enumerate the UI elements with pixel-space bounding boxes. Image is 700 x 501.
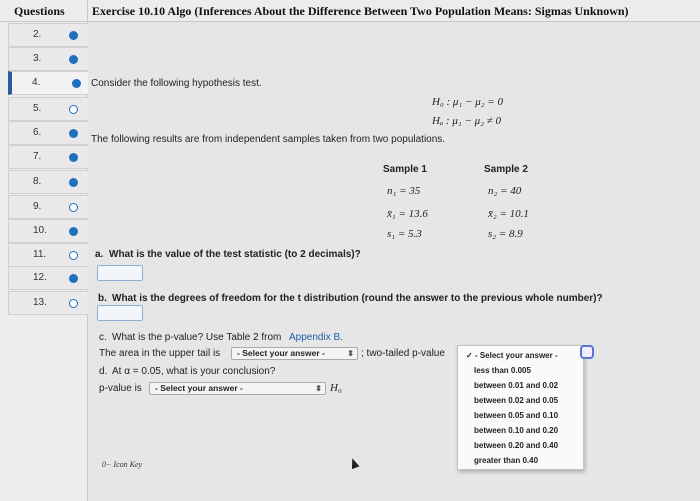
dropdown-option[interactable]: between 0.01 and 0.02 bbox=[474, 381, 559, 390]
icon-key-label: Icon Key bbox=[113, 460, 143, 469]
answered-dot-icon bbox=[69, 129, 78, 138]
dropdown-option[interactable]: between 0.05 and 0.10 bbox=[474, 411, 559, 420]
part-d-label: d. bbox=[99, 366, 108, 377]
sidebar-question-item[interactable] bbox=[8, 145, 88, 169]
two-tailed-dropdown[interactable] bbox=[457, 345, 584, 470]
question-number: 12. bbox=[33, 272, 47, 283]
part-a-label: a. bbox=[95, 249, 104, 260]
answered-dot-icon bbox=[69, 31, 78, 40]
question-number: 4. bbox=[32, 77, 41, 88]
sample1-n: n₁ = 35 bbox=[387, 185, 421, 197]
exercise-title: Exercise 10.10 Algo (Inferences About the Difference Between Two Population Means: Sigmas Unknown) bbox=[88, 0, 700, 22]
two-tailed-label: ; two-tailed p-value bbox=[361, 348, 445, 359]
sidebar-question-item[interactable] bbox=[8, 71, 88, 95]
unanswered-dot-icon bbox=[69, 105, 78, 114]
results-text: The following results are from independent samples taken from two populations. bbox=[91, 134, 446, 145]
sample1-title: Sample 1 bbox=[383, 164, 427, 175]
unanswered-dot-icon bbox=[69, 299, 78, 308]
dropdown-option[interactable]: between 0.02 and 0.05 bbox=[474, 396, 559, 405]
question-number: 3. bbox=[33, 53, 42, 64]
answered-dot-icon bbox=[69, 274, 78, 283]
dropdown-option-selected[interactable]: ✓ - Select your answer - bbox=[466, 351, 558, 360]
question-sidebar bbox=[0, 0, 88, 501]
question-number: 11. bbox=[33, 249, 47, 260]
question-panel bbox=[89, 23, 700, 501]
sample2-n: n₂ = 40 bbox=[488, 185, 522, 197]
key-icon: 0− bbox=[102, 460, 112, 469]
dropdown-option[interactable]: between 0.10 and 0.20 bbox=[474, 426, 559, 435]
sample2-title: Sample 2 bbox=[484, 164, 528, 175]
alt-hypothesis: Hₐ : μ₁ − μ₂ ≠ 0 bbox=[432, 115, 501, 127]
question-number: 2. bbox=[33, 29, 42, 40]
sidebar-question-item[interactable] bbox=[8, 121, 88, 145]
sidebar-title: Questions bbox=[0, 0, 88, 22]
sidebar-question-item[interactable] bbox=[8, 219, 88, 243]
question-number: 7. bbox=[33, 151, 42, 162]
part-a-text: What is the value of the test statistic (to 2 decimals)? bbox=[109, 249, 361, 260]
part-b-label: b. bbox=[98, 293, 107, 304]
upper-tail-select-value: - Select your answer - bbox=[237, 348, 325, 358]
conclusion-label: p-value is bbox=[99, 383, 142, 394]
question-number: 5. bbox=[33, 103, 42, 114]
answered-dot-icon bbox=[69, 178, 78, 187]
question-number: 8. bbox=[33, 176, 42, 187]
question-number: 10. bbox=[33, 225, 47, 236]
h0-label: H₀ bbox=[330, 382, 342, 394]
question-number: 13. bbox=[33, 297, 47, 308]
answered-dot-icon bbox=[69, 227, 78, 236]
part-c-label: c. bbox=[99, 332, 107, 343]
sidebar-question-item[interactable] bbox=[8, 266, 88, 290]
sidebar-question-item[interactable] bbox=[8, 47, 88, 71]
sidebar-question-item[interactable] bbox=[8, 195, 88, 219]
part-d-text: At α = 0.05, what is your conclusion? bbox=[112, 366, 276, 377]
unanswered-dot-icon bbox=[69, 203, 78, 212]
degrees-of-freedom-input[interactable] bbox=[97, 305, 143, 321]
dropdown-focus-ring bbox=[580, 345, 594, 359]
select-arrow-icon: ⬍ bbox=[347, 349, 354, 358]
sample1-sd: s₁ = 5.3 bbox=[387, 228, 422, 240]
conclusion-select[interactable] bbox=[149, 382, 326, 395]
conclusion-select-value: - Select your answer - bbox=[155, 383, 243, 393]
appendix-b-link[interactable]: Appendix B. bbox=[289, 332, 343, 343]
unanswered-dot-icon bbox=[69, 251, 78, 260]
upper-tail-label: The area in the upper tail is bbox=[99, 348, 221, 359]
dropdown-option[interactable]: less than 0.005 bbox=[474, 366, 531, 375]
answered-dot-icon bbox=[69, 55, 78, 64]
sample2-sd: s₂ = 8.9 bbox=[488, 228, 523, 240]
test-statistic-input[interactable] bbox=[97, 265, 143, 281]
answered-dot-icon bbox=[72, 79, 81, 88]
sidebar-question-item[interactable] bbox=[8, 243, 88, 267]
sidebar-question-item[interactable] bbox=[8, 170, 88, 194]
sidebar-question-item[interactable] bbox=[8, 23, 88, 47]
sidebar-question-item[interactable] bbox=[8, 97, 88, 121]
part-c-text: What is the p-value? Use Table 2 from bbox=[112, 332, 282, 343]
dropdown-option[interactable]: between 0.20 and 0.40 bbox=[474, 441, 559, 450]
question-number: 9. bbox=[33, 201, 42, 212]
sample2-mean: x̄₂ = 10.1 bbox=[488, 208, 529, 220]
sidebar-question-item[interactable] bbox=[8, 291, 88, 315]
sample1-mean: x̄₁ = 13.6 bbox=[387, 208, 428, 220]
part-b-text: What is the degrees of freedom for the t distribution (round the answer to the previous whole number)? bbox=[112, 293, 603, 304]
answered-dot-icon bbox=[69, 153, 78, 162]
dropdown-option[interactable]: greater than 0.40 bbox=[474, 456, 539, 465]
select-arrow-icon: ⬍ bbox=[315, 384, 322, 393]
question-number: 6. bbox=[33, 127, 42, 138]
intro-text: Consider the following hypothesis test. bbox=[91, 78, 262, 89]
upper-tail-select[interactable] bbox=[231, 347, 358, 360]
null-hypothesis: H₀ : μ₁ − μ₂ = 0 bbox=[432, 96, 503, 108]
icon-key[interactable] bbox=[102, 460, 142, 469]
